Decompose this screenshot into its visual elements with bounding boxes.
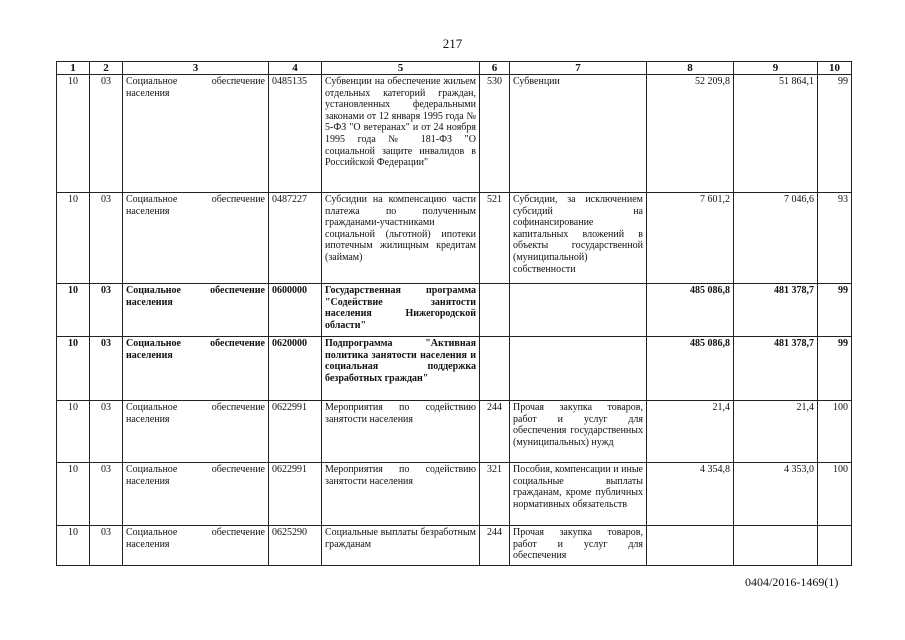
target-article-name: Мероприятия по содействию занятости населения bbox=[322, 401, 480, 463]
planned-amount: 21,4 bbox=[647, 401, 734, 463]
section-code: 10 bbox=[57, 75, 90, 193]
subsection-code: 03 bbox=[90, 526, 123, 566]
column-header: 2 bbox=[90, 62, 123, 75]
subsection-code: 03 bbox=[90, 284, 123, 337]
section-code: 10 bbox=[57, 463, 90, 526]
expense-type-code bbox=[480, 337, 510, 401]
planned-amount: 7 601,2 bbox=[647, 193, 734, 284]
table-row bbox=[57, 401, 852, 463]
subsection-code: 03 bbox=[90, 75, 123, 193]
subsection-code: 03 bbox=[90, 337, 123, 401]
expense-type-name: Пособия, компенсации и иные социальные выплаты гражданам, кроме публичных нормативных обязательств bbox=[510, 463, 647, 526]
column-header: 3 bbox=[123, 62, 269, 75]
subsection-code: 03 bbox=[90, 401, 123, 463]
section-name: Социальное обеспечение населения bbox=[123, 337, 269, 401]
column-header: 8 bbox=[647, 62, 734, 75]
expense-type-name: Субсидии, за исключением субсидий на софинансирование капитальных вложений в объекты государственной (муниципальной) собственности bbox=[510, 193, 647, 284]
planned-amount: 485 086,8 bbox=[647, 284, 734, 337]
table-row bbox=[57, 463, 852, 526]
subsection-code: 03 bbox=[90, 463, 123, 526]
planned-amount: 4 354,8 bbox=[647, 463, 734, 526]
table-row bbox=[57, 526, 852, 566]
expense-type-name: Прочая закупка товаров, работ и услуг для обеспечения государственных (муниципальных) нужд bbox=[510, 401, 647, 463]
execution-percent: 100 bbox=[818, 463, 852, 526]
target-article-name: Государственная программа "Содействие занятости населения Нижегородской области" bbox=[322, 284, 480, 337]
target-article-code: 0625290 bbox=[269, 526, 322, 566]
executed-amount: 481 378,7 bbox=[734, 337, 818, 401]
expense-type-code: 244 bbox=[480, 401, 510, 463]
expense-type-code: 244 bbox=[480, 526, 510, 566]
section-code: 10 bbox=[57, 193, 90, 284]
expense-type-code: 521 bbox=[480, 193, 510, 284]
expense-type-code: 321 bbox=[480, 463, 510, 526]
target-article-code: 0622991 bbox=[269, 401, 322, 463]
target-article-code: 0485135 bbox=[269, 75, 322, 193]
planned-amount: 52 209,8 bbox=[647, 75, 734, 193]
table-row bbox=[57, 75, 852, 193]
expense-type-name: Прочая закупка товаров, работ и услуг для обеспечения bbox=[510, 526, 647, 566]
section-name: Социальное обеспечение населения bbox=[123, 463, 269, 526]
target-article-name: Подпрограмма "Активная политика занятости населения и социальная поддержка безработных граждан" bbox=[322, 337, 480, 401]
expense-type-name: Субвенции bbox=[510, 75, 647, 193]
executed-amount: 21,4 bbox=[734, 401, 818, 463]
section-name: Социальное обеспечение населения bbox=[123, 526, 269, 566]
target-article-name: Субвенции на обеспечение жильем отдельных категорий граждан, установленных федеральными законами от 12 января 1995 года № 5-ФЗ "О ветеранах" и от 24 ноября 1995 года № 181-ФЗ "О социальной защите инвалидов в Российской Федерации" bbox=[322, 75, 480, 193]
section-name: Социальное обеспечение населения bbox=[123, 284, 269, 337]
execution-percent: 93 bbox=[818, 193, 852, 284]
header-row bbox=[57, 62, 852, 75]
target-article-code: 0620000 bbox=[269, 337, 322, 401]
section-name: Социальное обеспечение населения bbox=[123, 401, 269, 463]
table-row bbox=[57, 193, 852, 284]
execution-percent: 100 bbox=[818, 401, 852, 463]
subsection-code: 03 bbox=[90, 193, 123, 284]
table-row bbox=[57, 284, 852, 337]
section-code: 10 bbox=[57, 337, 90, 401]
column-header: 4 bbox=[269, 62, 322, 75]
target-article-name: Социальные выплаты безработным гражданам bbox=[322, 526, 480, 566]
target-article-code: 0600000 bbox=[269, 284, 322, 337]
execution-percent bbox=[818, 526, 852, 566]
execution-percent: 99 bbox=[818, 284, 852, 337]
execution-percent: 99 bbox=[818, 337, 852, 401]
section-code: 10 bbox=[57, 284, 90, 337]
column-header: 1 bbox=[57, 62, 90, 75]
planned-amount bbox=[647, 526, 734, 566]
column-header: 6 bbox=[480, 62, 510, 75]
executed-amount: 51 864,1 bbox=[734, 75, 818, 193]
executed-amount: 7 046,6 bbox=[734, 193, 818, 284]
document-code: 0404/2016-1469(1) bbox=[745, 575, 839, 589]
target-article-name: Мероприятия по содействию занятости населения bbox=[322, 463, 480, 526]
expense-type-name bbox=[510, 284, 647, 337]
executed-amount: 4 353,0 bbox=[734, 463, 818, 526]
section-code: 10 bbox=[57, 526, 90, 566]
executed-amount: 481 378,7 bbox=[734, 284, 818, 337]
expense-type-name bbox=[510, 337, 647, 401]
executed-amount bbox=[734, 526, 818, 566]
page-number: 217 bbox=[442, 36, 463, 51]
budget-table bbox=[56, 61, 852, 566]
section-name: Социальное обеспечение населения bbox=[123, 193, 269, 284]
column-header: 10 bbox=[818, 62, 852, 75]
target-article-code: 0487227 bbox=[269, 193, 322, 284]
section-code: 10 bbox=[57, 401, 90, 463]
column-header: 9 bbox=[734, 62, 818, 75]
expense-type-code bbox=[480, 284, 510, 337]
column-header: 5 bbox=[322, 62, 480, 75]
target-article-code: 0622991 bbox=[269, 463, 322, 526]
execution-percent: 99 bbox=[818, 75, 852, 193]
section-name: Социальное обеспечение населения bbox=[123, 75, 269, 193]
expense-type-code: 530 bbox=[480, 75, 510, 193]
column-header: 7 bbox=[510, 62, 647, 75]
target-article-name: Субсидии на компенсацию части платежа по полученным гражданами-участниками социальной (льготной) ипотеки ипотечным жилищным кредитам (займам) bbox=[322, 193, 480, 284]
table-row bbox=[57, 337, 852, 401]
planned-amount: 485 086,8 bbox=[647, 337, 734, 401]
